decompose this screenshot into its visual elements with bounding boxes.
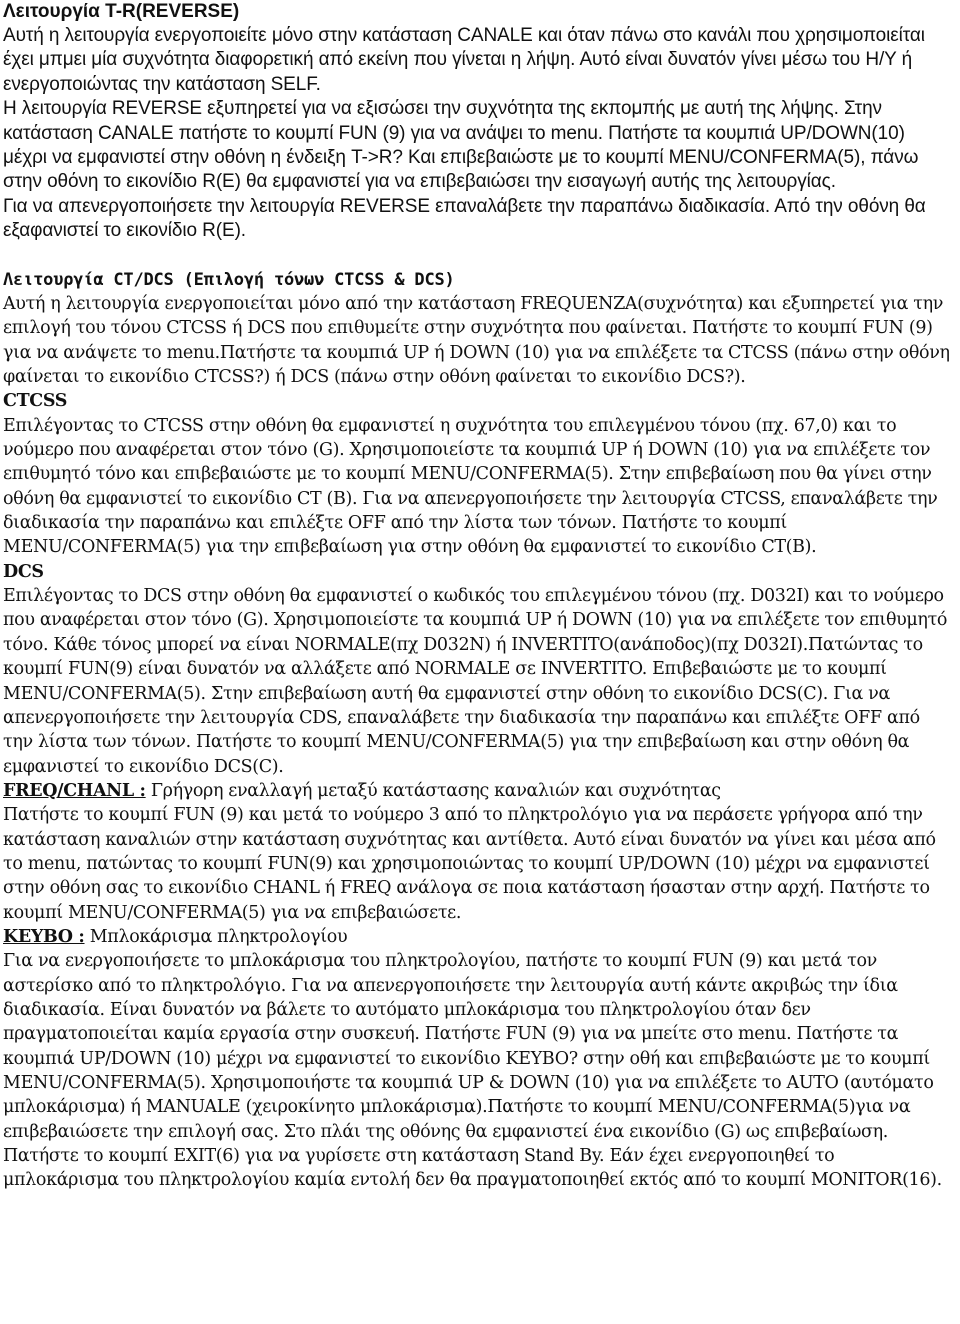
section-spacer <box>3 244 951 268</box>
reverse-body <box>3 24 951 244</box>
freq-text: Πατήστε το κουμπί FUN (9) και μετά το νούμερο 3 από το πληκτρολόγιο για να περάσετε γρήγορα από την κατάσταση καναλιών στην κατάσταση συχνότητας και αντίθετα. Αυτό είναι δυνατόν να γίνει και μέσα από το menu, πατώντας το κουμπί FUN(9) και χρησιμοποιώντας το κουμπί UP/DOWN (10) μέχρι να εμφανιστεί στην οθόνη σας το εικονίδιο CHANL ή FREQ ανάλογα σε ποια κατάσταση ήσασταν στην αρχή. Πατήστε το κουμπί MENU/CONFERMA(5) για να επιβεβαιώσετε. <box>3 805 936 923</box>
dcs-text: Επιλέγοντας το DCS στην οθόνη θα εμφανιστεί ο κωδικός του επιλεγμένου τόνου (πχ. D032I) και το νούμερο που αναφέρεται στον τόνο (G). Χρησιμοποιείστε τα κουμπιά UP ή DOWN (10) για να επιλέξετε τον επιθυμητό τόνο. Κάθε τόνος μπορεί να είναι NORMALE(πχ D032N) ή INVERTITO(ανάποδος)(πχ D032I).Πατώντας το κουμπί FUN(9) είναι δυνατόν να αλλάξετε από NORMALE σε INVERTITO. Επιβεβαιώστε με το κουμπί MENU/CONFERMA(5). Στην επιβεβαίωση αυτή θα εμφανιστεί στην οθόνη το εικονίδιο DCS(C). Για να απενεργοποιήσετε την λειτουργία CDS, επαναλάβετε την διαδικασία την παραπάνω και επιλέξτε OFF από την λίστα των τόνων. Πατήστε το κουμπί MENU/CONFERMA(5) για την επιβεβαίωση και στην οθόνη θα εμφανιστεί το εικονίδιο DCS(C). <box>3 586 948 777</box>
ctdcs-title: Λειτουργία CT/DCS (Επιλογή τόνων CTCSS & DCS) <box>3 269 455 290</box>
reverse-paragraph-2: Η λειτουργία REVERSE εξυπηρετεί για να εξισώσει την συχνότητα της εκπομπής με αυτή της λήψης. Στην κατάσταση CANALE πατήστε το κουμπί FUN (9) για να ανάψει το menu. Πατήστε τα κουμπιά UP/DOWN(10) μέχρι να εμφανιστεί στην οθόνη η ένδειξη T->R? Και επιβεβαιώστε με το κουμπί MENU/CONFERMA(5), πάνω στην οθόνη το εικονίδιο R(E) θα εμφανιστεί για να επιβεβαιώσει την εισαγωγή αυτής της λειτουργίας. <box>3 98 919 193</box>
reverse-paragraph-1: Αυτή η λειτουργία ενεργοποιείτε μόνο στην κατάσταση CANALE και όταν πάνω στο κανάλι που χρησιμοποιείται έχει μπμει μία συχνότητα διαφορετική από εκείνη που γίνεται η λήψη. Αυτό είναι δυνατόν γίνει μέσω του Η/Υ ή ενεργοποιώντας την κατάσταση SELF. <box>3 25 925 95</box>
reverse-section <box>3 0 951 244</box>
keybo-heading-line <box>3 925 951 949</box>
ctcss-text: Επιλέγοντας το CTCSS στην οθόνη θα εμφανιστεί η συχνότητα του επιλεγμένου τόνου (πχ. 67,0) και το νούμερο που αναφέρεται στον τόνο (G). Χρησιμοποιείστε τα κουμπιά UP ή DOWN (10) για να επιλέξετε τον επιθυμητό τόνο και επιβεβαιώστε με το κουμπί MENU/CONFERMA(5). Στην επιβεβαίωση που θα γίνει στην οθόνη θα εμφανιστεί το εικονίδιο CT (B). Για να απενεργοποιήσετε την λειτουργία CTCSS, επαναλάβετε την διαδικασία την παραπάνω και επιλέξτε OFF από την λίστα των τόνων. Πατήστε το κουμπί MENU/CONFERMA(5) για την επιβεβαίωση για στην οθόνη θα εμφανιστεί το εικονίδιο CT(B). <box>3 415 938 558</box>
freq-label-desc: Γρήγορη εναλλαγή μεταξύ κατάστασης καναλιών και συχνότητας <box>145 780 721 801</box>
keybo-label: KEYBO : <box>3 926 85 947</box>
ctcss-label: CTCSS <box>3 391 68 412</box>
keybo-text: Για να ενεργοποιήσετε το μπλοκάρισμα του πληκτρολογίου, πατήστε το κουμπί FUN (9) και μετά τον αστερίσκο από το πληκτρολόγιο. Για να απενεργοποιήσετε την λειτουργία αυτή κάντε ακριβώς την ίδια διαδικασία. Είναι δυνατόν να βάλετε το αυτόματο μπλοκάρισμα του πληκτρολογίου όταν δεν πραγματοποιείται καμία εργασία στην συσκευή. Πατήστε FUN (9) για να μπείτε στο menu. Πατήστε τα κουμπιά UP/DOWN (10) μέχρι να εμφανιστεί το εικονίδιο KEYBO? στην οθή και επιβεβαιώστε με το κουμπί MENU/CONFERMA(5). Χρησιμοποιήστε τα κουμπιά UP & DOWN (10) για να επιλέξετε το AUTO (αυτόματο μπλοκάρισμα) ή MANUALE (χειροκίνητο μπλοκάρισμα).Πατήστε το κουμπί MENU/CONFERMA(5)για να επιβεβαιώσετε την επιλογή σας. Στο πλάι της οθόνης θα εμφανιστεί ένα εικονίδιο (G) ως επιβεβαίωση. Πατήστε το κουμπί EXIT(6) για να γυρίσετε στη κατάσταση Stand By. Εάν έχει ενεργοποιηθεί το μπλοκάρισμα του πληκτρολογίου καμία εντολή δεν θα πραγματοποιηθεί εκτός από το κουμπί MONITOR(16). <box>3 951 942 1191</box>
reverse-paragraph-3: Για να απενεργοποιήσετε την λειτουργία REVERSE επαναλάβετε την παραπάνω διαδικασία. Από την οθόνη θα εξαφανιστεί το εικονίδιο R(E). <box>3 195 926 242</box>
dcs-label: DCS <box>3 561 44 582</box>
freq-heading-line <box>3 779 951 803</box>
ctdcs-intro: Αυτή η λειτουργία ενεργοποιείται μόνο από την κατάσταση FREQUENZA(συχνότητα) και εξυπηρετεί για την επιλογή του τόνου CTCSS ή DCS που επιθυμείτε στην συχνότητα που φαίνεται. Πατήστε το κουμπί FUN (9) για να ανάψετε το menu.Πατήστε τα κουμπιά UP ή DOWN (10) για να επιλέξετε τα CTCSS (πάνω στην οθόνη φαίνεται το εικονίδιο CTCSS?) ή DCS (πάνω στην οθόνη φαίνεται το εικονίδιο DCS?). <box>3 294 950 388</box>
freq-label: FREQ/CHANL : <box>3 780 146 801</box>
keybo-label-desc: Μπλοκάρισμα πληκτρολογίου <box>84 926 348 947</box>
reverse-title: Λειτουργία T-R(REVERSE) <box>3 1 240 22</box>
ctdcs-section <box>3 268 951 1193</box>
